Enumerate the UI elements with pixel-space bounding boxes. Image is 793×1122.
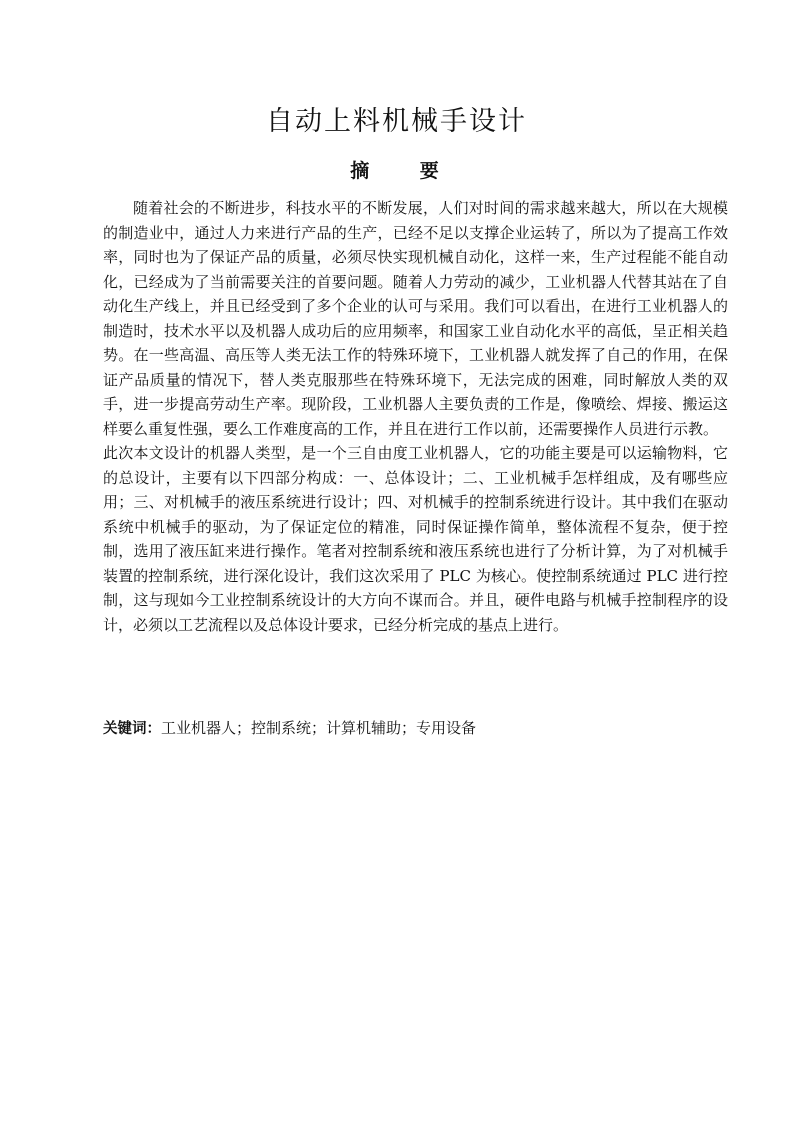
abstract-heading: 摘 要 bbox=[350, 160, 461, 182]
abstract-body bbox=[103, 196, 728, 637]
abstract-paragraph-2: 此次本文设计的机器人类型，是一个三自由度工业机器人，它的功能主要是可以运输物料，它的总设计，主要有以下四部分构成：一、总体设计；二、工业机械手怎样组成，及有哪些应用；三、对机械手的液压系统进行设计；四、对机械手的控制系统进行设计。其中我们在驱动系统中机械手的驱动，为了保证定位的精准，同时保证操作简单，整体流程不复杂，便于控制，选用了液压缸来进行操作。笔者对控制系统和液压系统也进行了分析计算，为了对机械手装置的控制系统，进行深化设计，我们这次采用了 PLC 为核心。使控制系统通过 PLC 进行控制，这与现如今工业控制系统设计的大方向不谋而合。并且，硬件电路与机械手控制程序的设计，必须以工艺流程以及总体设计要求，已经分析完成的基点上进行。 bbox=[103, 444, 728, 634]
abstract-paragraph-1: 随着社会的不断进步，科技水平的不断发展，人们对时间的需求越来越大，所以在大规模的制造业中，通过人力来进行产品的生产，已经不足以支撑企业运转了，所以为了提高工作效率，同时也为了保证产品的质量，必须尽快实现机械自动化，这样一来，生产过程能不能自动化，已经成为了当前需要关注的首要问题。随着人力劳动的减少，工业机器人代替其站在了自动化生产线上，并且已经受到了多个企业的认可与采用。我们可以看出，在进行工业机器人的制造时，技术水平以及机器人成功后的应用频率，和国家工业自动化水平的高低，呈正相关趋势。在一些高温、高压等人类无法工作的特殊环境下，工业机器人就发挥了自己的作用，在保证产品质量的情况下，替人类克服那些在特殊环境下，无法完成的困难，同时解放人类的双手，进一步提高劳动生产率。现阶段，工业机器人主要负责的工作是，像喷绘、焊接、搬运这样要么重复性强，要么工作难度高的工作，并且在进行工作以前，还需要操作人员进行示教。 bbox=[103, 199, 728, 438]
keywords-line bbox=[103, 716, 728, 741]
keywords-list: 工业机器人；控制系统；计算机辅助；专用设备 bbox=[161, 719, 477, 737]
document-title: 自动上料机械手设计 bbox=[266, 106, 527, 137]
keywords-label: 关键词： bbox=[103, 721, 161, 737]
